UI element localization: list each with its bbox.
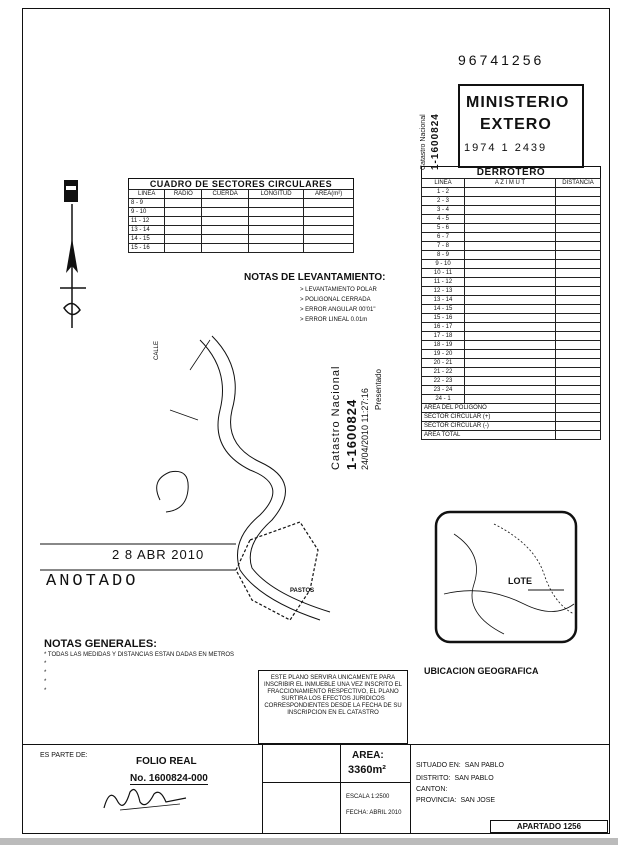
plano-note: ESTE PLANO SERVIRA UNICAMENTE PARA INSCRIBIR EL INMUEBLE UNA VEZ INSCRITO EL FRACCIONAMIENTO RESPECTIVO, EL PLANO SURTIRA LOS EFECTOS JURIDICOS CORRESPONDIENTES DESDE LA FECHA DE SU INSCRIPCION EN EL CATASTRO	[258, 670, 408, 744]
sectores-header: LONGITUD	[248, 190, 303, 199]
folio-number: No. 1600824-000	[130, 773, 208, 784]
derrotero-cell	[556, 242, 601, 251]
folio-label: FOLIO REAL	[136, 756, 197, 767]
derrotero-cell: 9 - 10	[422, 260, 465, 269]
sectores-title: CUADRO DE SECTORES CIRCULARES	[128, 178, 354, 189]
table-row	[422, 404, 601, 413]
list-item: *	[44, 679, 47, 685]
catastro-main-note: Presentado	[374, 369, 383, 410]
derrotero-cell: 10 - 11	[422, 269, 465, 278]
derrotero-cell: 2 - 3	[422, 197, 465, 206]
table-row	[422, 350, 601, 359]
notas-generales-title: NOTAS GENERALES:	[44, 638, 157, 650]
derrotero-cell	[465, 359, 556, 368]
derrotero-title: DERROTERO	[421, 166, 601, 178]
derrotero-cell: 11 - 12	[422, 278, 465, 287]
derrotero-cell	[556, 197, 601, 206]
ubicacion-geografica	[424, 666, 600, 678]
table-row	[422, 278, 601, 287]
derrotero-cell	[556, 269, 601, 278]
table-row: 9 - 10	[129, 208, 354, 217]
derrotero-cell	[465, 215, 556, 224]
derrotero-cell	[465, 260, 556, 269]
derrotero-cell: 20 - 21	[422, 359, 465, 368]
derrotero-cell	[465, 395, 556, 404]
table-row	[422, 224, 601, 233]
derrotero-cell	[556, 350, 601, 359]
area-label: AREA:	[352, 750, 384, 761]
sectores-table	[128, 189, 354, 253]
footer-col-sep	[410, 744, 411, 834]
derrotero-header: A Z I M U T	[465, 179, 556, 188]
derrotero-header: DISTANCIA	[556, 179, 601, 188]
derrotero-cell	[465, 323, 556, 332]
derrotero-cell: 7 - 8	[422, 242, 465, 251]
notas-generales	[44, 638, 254, 695]
derrotero-cell	[556, 260, 601, 269]
derrotero-cell	[556, 314, 601, 323]
derrotero-cell	[465, 242, 556, 251]
stamp-number-bottom: 1974 1 2439	[464, 142, 548, 154]
table-row	[422, 242, 601, 251]
derrotero-cell	[556, 377, 601, 386]
derrotero-cell: 3 - 4	[422, 206, 465, 215]
catastro-main	[330, 365, 400, 670]
table-row	[422, 269, 601, 278]
notas-levantamiento-title: NOTAS DE LEVANTAMIENTO:	[244, 272, 386, 283]
derrotero-cell: 22 - 23	[422, 377, 465, 386]
derrotero-cell	[465, 188, 556, 197]
sectores-header: LINEA	[129, 190, 165, 199]
table-row	[422, 260, 601, 269]
table-row	[422, 395, 601, 404]
catastro-main-number: 1-1600824	[344, 398, 359, 470]
catastro-main-date: 24/04/2010 11:27:16	[360, 388, 370, 470]
derrotero-cell	[556, 233, 601, 242]
list-item: > LEVANTAMIENTO POLAR	[300, 287, 377, 293]
table-row	[422, 431, 601, 440]
derrotero-cell: 13 - 14	[422, 296, 465, 305]
table-row	[422, 359, 601, 368]
location-row: DISTRITO: SAN PABLO	[416, 775, 494, 782]
derrotero-cell: 16 - 17	[422, 323, 465, 332]
sectores-header: CUERDA	[202, 190, 249, 199]
derrotero-cell	[465, 368, 556, 377]
sectores-header: AREA(m²)	[304, 190, 354, 199]
derrotero-cell: 24 - 1	[422, 395, 465, 404]
footer-row-sep	[262, 782, 410, 783]
table-row	[422, 188, 601, 197]
catastro-vertical-number: 1-1600824	[430, 113, 441, 170]
derrotero-cell: 4 - 5	[422, 215, 465, 224]
table-row	[422, 422, 601, 431]
table-row	[422, 215, 601, 224]
stamp-title-2: EXTERO	[480, 116, 552, 133]
table-row	[422, 305, 601, 314]
derrotero-cell	[556, 188, 601, 197]
table-row	[422, 368, 601, 377]
table-row: 14 - 15	[129, 235, 354, 244]
table-row	[422, 314, 601, 323]
derrotero-cell: 19 - 20	[422, 350, 465, 359]
anotado-label: ANOTADO	[46, 572, 139, 591]
derrotero-cell	[465, 224, 556, 233]
table-row	[422, 377, 601, 386]
ministry-stamp	[418, 20, 598, 170]
table-row	[422, 296, 601, 305]
sectores-table-block	[128, 178, 354, 253]
apartado: APARTADO 1256	[490, 820, 608, 833]
catastro-main-label: Catastro Nacional	[330, 365, 342, 470]
derrotero-cell	[556, 278, 601, 287]
table-row: 13 - 14	[129, 226, 354, 235]
stamp-title-1: MINISTERIO	[466, 94, 570, 111]
derrotero-cell: 5 - 6	[422, 224, 465, 233]
derrotero-summary-value	[556, 404, 601, 413]
list-item: *	[44, 661, 47, 667]
table-row	[422, 341, 601, 350]
derrotero-summary-label: SECTOR CIRCULAR (-)	[422, 422, 556, 431]
derrotero-summary-value	[556, 422, 601, 431]
table-row	[422, 206, 601, 215]
derrotero-cell	[556, 395, 601, 404]
pastos-label: PASTOS	[290, 588, 315, 594]
bottom-scan-strip	[0, 838, 618, 845]
derrotero-cell: 12 - 13	[422, 287, 465, 296]
derrotero-cell: 15 - 16	[422, 314, 465, 323]
sectores-header: RADIO	[165, 190, 202, 199]
derrotero-cell	[465, 305, 556, 314]
area-value: 3360m²	[348, 764, 386, 776]
derrotero-cell: 21 - 22	[422, 368, 465, 377]
derrotero-cell	[465, 377, 556, 386]
derrotero-cell	[556, 224, 601, 233]
derrotero-cell	[556, 341, 601, 350]
derrotero-header: LINEA	[422, 179, 465, 188]
derrotero-cell	[556, 305, 601, 314]
derrotero-cell	[465, 296, 556, 305]
derrotero-cell	[465, 197, 556, 206]
derrotero-cell	[465, 251, 556, 260]
location-row: CANTON:	[416, 786, 448, 793]
derrotero-cell: 14 - 15	[422, 305, 465, 314]
derrotero-cell	[465, 287, 556, 296]
stamp-box	[458, 84, 584, 168]
catastro-vertical-label: Catastro Nacional	[420, 114, 427, 170]
derrotero-cell	[465, 341, 556, 350]
derrotero-summary-label: AREA TOTAL	[422, 431, 556, 440]
derrotero-cell	[556, 296, 601, 305]
derrotero-cell	[556, 215, 601, 224]
derrotero-cell: 18 - 19	[422, 341, 465, 350]
list-item: * TODAS LAS MEDIDAS Y DISTANCIAS ESTAN DADAS EN METROS	[44, 652, 235, 658]
ubicacion-title: UBICACION GEOGRAFICA	[424, 666, 539, 676]
derrotero-cell	[465, 278, 556, 287]
list-item: > POLIGONAL CERRADA	[300, 297, 371, 303]
anotado-stamp	[40, 530, 236, 592]
stamp-number-top: 96741256	[458, 52, 545, 68]
derrotero-cell	[556, 206, 601, 215]
escala: ESCALA 1:2500	[346, 794, 390, 800]
location-map	[424, 494, 600, 664]
list-item: *	[44, 670, 47, 676]
derrotero-cell	[465, 314, 556, 323]
north-arrow	[58, 178, 88, 348]
table-row	[422, 386, 601, 395]
derrotero-cell	[465, 206, 556, 215]
derrotero-table	[421, 178, 601, 440]
footer-divider	[22, 744, 610, 745]
table-row: 11 - 12	[129, 217, 354, 226]
derrotero-cell	[556, 368, 601, 377]
fecha: FECHA: ABRIL 2010	[346, 810, 402, 816]
derrotero-summary-value	[556, 431, 601, 440]
es-parte-de: ES PARTE DE:	[40, 752, 88, 759]
location-row: PROVINCIA: SAN JOSE	[416, 797, 496, 804]
derrotero-cell	[465, 332, 556, 341]
derrotero-cell: 17 - 18	[422, 332, 465, 341]
table-row: 15 - 16	[129, 244, 354, 253]
derrotero-cell	[556, 359, 601, 368]
location-row: SITUADO EN: SAN PABLO	[416, 762, 504, 769]
list-item: *	[44, 688, 47, 694]
table-row	[422, 323, 601, 332]
list-item: > ERROR LINEAL 0.01m	[300, 317, 368, 323]
derrotero-block	[421, 166, 601, 440]
derrotero-cell: 8 - 9	[422, 251, 465, 260]
north-arrow-icon	[58, 178, 88, 348]
anotado-date: 2 8 ABR 2010	[112, 547, 205, 562]
location-info	[416, 762, 606, 805]
derrotero-cell	[465, 233, 556, 242]
table-row	[422, 287, 601, 296]
footer-col-sep	[340, 744, 341, 834]
table-row	[422, 251, 601, 260]
lote-label: LOTE	[508, 576, 532, 586]
list-item: > ERROR ANGULAR 00'01"	[300, 307, 376, 313]
table-row	[422, 197, 601, 206]
table-row: 8 - 9	[129, 199, 354, 208]
derrotero-cell	[465, 350, 556, 359]
derrotero-summary-value	[556, 413, 601, 422]
derrotero-cell	[556, 251, 601, 260]
derrotero-summary-label: SECTOR CIRCULAR (+)	[422, 413, 556, 422]
svg-text:CALLE: CALLE	[154, 340, 160, 360]
table-row	[422, 233, 601, 242]
signature	[100, 782, 190, 814]
table-row	[422, 413, 601, 422]
derrotero-cell	[556, 323, 601, 332]
derrotero-cell	[465, 269, 556, 278]
derrotero-cell: 23 - 24	[422, 386, 465, 395]
table-row	[422, 332, 601, 341]
derrotero-cell	[556, 386, 601, 395]
derrotero-cell	[556, 287, 601, 296]
derrotero-cell	[465, 386, 556, 395]
derrotero-cell	[556, 332, 601, 341]
derrotero-summary-label: AREA DEL POLIGONO	[422, 404, 556, 413]
derrotero-cell: 6 - 7	[422, 233, 465, 242]
derrotero-cell: 1 - 2	[422, 188, 465, 197]
footer-col-sep	[262, 744, 263, 834]
